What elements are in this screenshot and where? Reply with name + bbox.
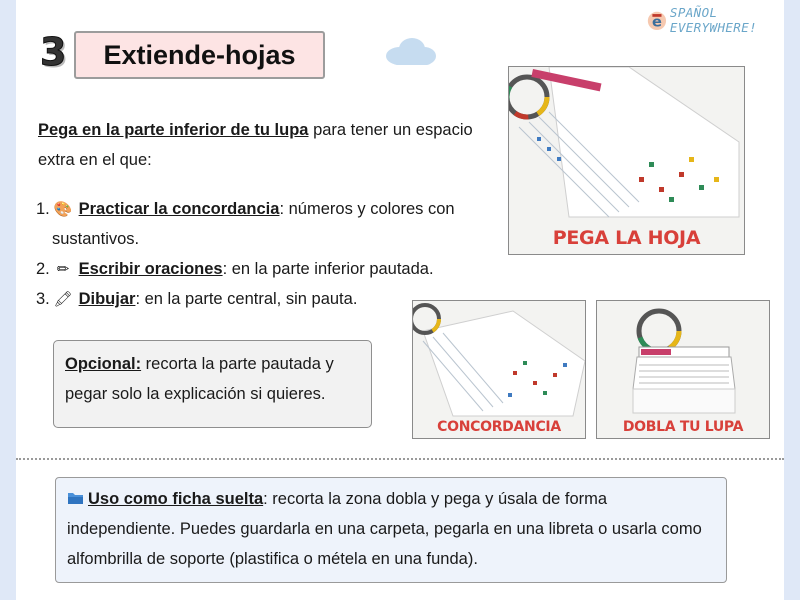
list-item	[36, 194, 491, 254]
cloud-icon	[382, 36, 438, 66]
usage-note	[55, 477, 727, 583]
optional-note	[53, 340, 372, 428]
page-title-text: Extiende-hojas	[103, 39, 296, 70]
list-number: 2.	[36, 260, 50, 278]
crayon-icon: 🖍	[53, 290, 73, 308]
optional-label: Opcional:	[65, 355, 142, 373]
brand-logo	[646, 6, 800, 34]
list-number: 1.	[36, 200, 50, 218]
photo-caption: DOBLA TU LUPA	[622, 419, 744, 435]
svg-text:e: e	[652, 13, 662, 31]
brand-e-icon	[646, 7, 668, 33]
list-label: Practicar la concordancia	[78, 200, 280, 218]
list-item	[36, 254, 491, 284]
photo-caption: CONCORDANCIA	[437, 419, 561, 435]
list-label: Dibujar	[78, 290, 136, 308]
page-title	[74, 31, 325, 79]
step-number: 3	[40, 30, 67, 74]
intro-bold: Pega en la parte inferior de tu lupa	[38, 121, 309, 139]
list-text: : en la parte inferior pautada.	[222, 260, 434, 278]
brand-text: SPAÑOL EVERYWHERE!	[669, 5, 758, 35]
list-text: : números y colores con sustantivos.	[52, 200, 455, 248]
activity-list	[36, 194, 491, 314]
folder-icon	[67, 491, 84, 505]
pencil-icon: ✏	[56, 260, 70, 278]
intro-paragraph	[38, 115, 478, 175]
list-label: Escribir oraciones	[78, 260, 223, 278]
photo-caption: PEGA LA HOJA	[552, 227, 701, 249]
optional-text: recorta la parte pautada y pegar solo la explicación si quieres.	[65, 355, 334, 403]
photo-pega-la-hoja	[508, 66, 745, 255]
list-number: 3.	[36, 290, 50, 308]
usage-text: : recorta la zona dobla y pega y úsala de forma independiente. Puedes guardarla en una carpeta, pegarla en una libreta o usarla como alfombrilla de soporte (plastifica o métela en una funda).	[67, 490, 702, 568]
photo-dobla-tu-lupa	[596, 300, 770, 439]
list-text: : en la parte central, sin pauta.	[135, 290, 358, 308]
photo-concordancia	[412, 300, 586, 439]
usage-label: Uso como ficha suelta	[88, 490, 264, 508]
palette-icon: 🎨	[53, 200, 73, 218]
intro-rest: para tener un espacio extra en el que:	[38, 121, 473, 169]
section-divider	[16, 458, 784, 460]
